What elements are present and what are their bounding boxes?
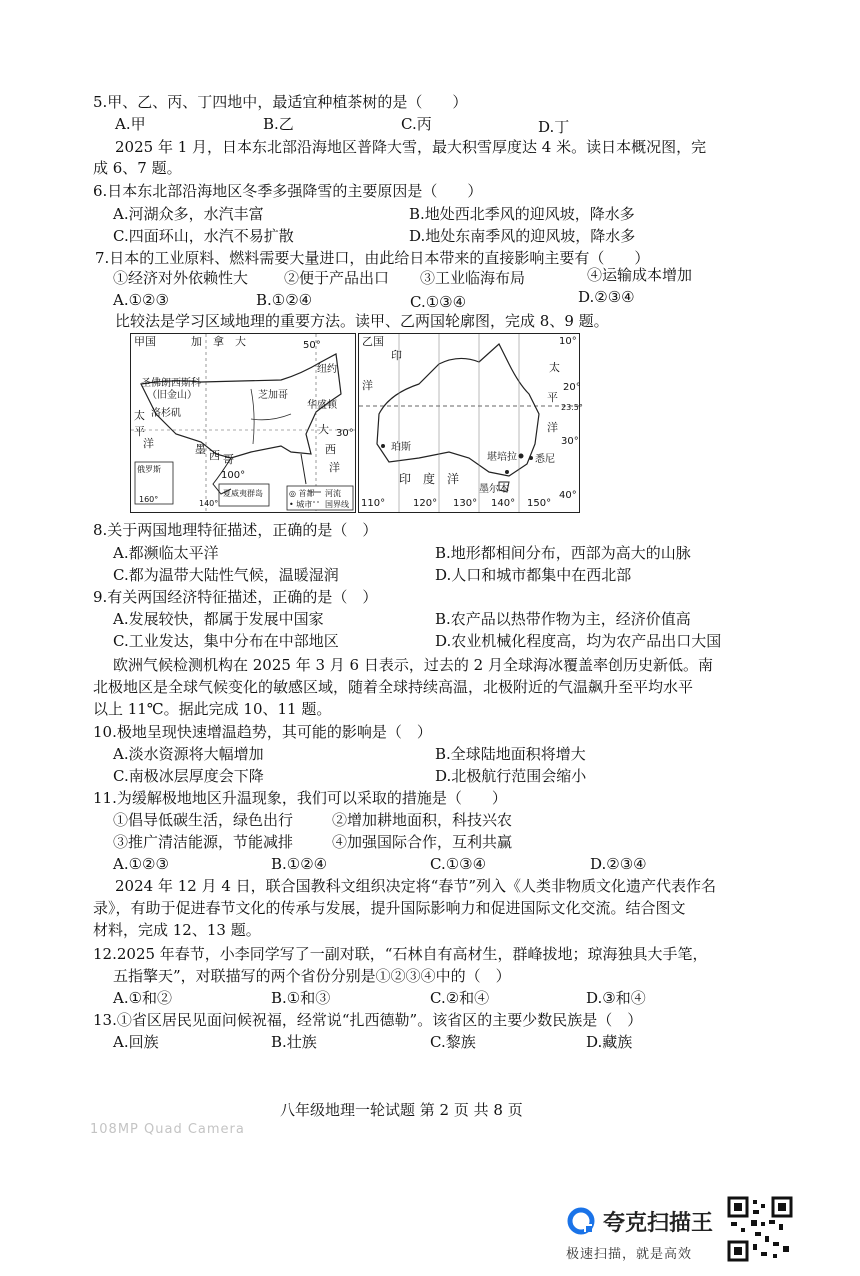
q11-option-c: C.①③④: [430, 855, 487, 873]
intro-12-13-line3: 材料，完成 12、13 题。: [93, 921, 261, 939]
intro-6-7-line1: 2025 年 1 月，日本东北部沿海地区普降大雪，最大积雪厚度达 4 米。读日本概况图，完: [115, 138, 707, 156]
map-left-ping: 平: [134, 425, 145, 438]
q9-option-d: D.农业机械化程度高，均为农产品出口大国: [435, 632, 722, 650]
map-right-yin: 印: [391, 349, 402, 362]
q6-option-a: A.河湖众多，水汽丰富: [113, 205, 264, 223]
map-right-perth: 珀斯: [391, 442, 411, 453]
q8-option-c: C.都为温带大陆性气候，温暖湿润: [113, 566, 339, 584]
map-left-jinshan: （旧金山）: [147, 390, 197, 401]
map-left-lat50: 50°: [303, 340, 321, 351]
q6-option-c: C.四面环山，水汽不易扩散: [113, 227, 294, 245]
map-left-lat30: 30°: [336, 428, 354, 439]
map-left-tai: 太: [134, 409, 145, 422]
q7-option-a: A.①②③: [113, 291, 169, 309]
q11-item-2: ②增加耕地面积，科技兴农: [332, 811, 513, 829]
q5-option-c: C.丙: [401, 115, 432, 133]
q8-option-b: B.地形都相间分布，西部为高大的山脉: [435, 544, 691, 562]
map-right-lon130: 130°: [453, 498, 478, 509]
map-left-ge: 哥: [223, 453, 234, 466]
map-left-la: 洛杉矶: [151, 408, 181, 419]
q6-option-b: B.地处西北季风的迎风坡，降水多: [409, 205, 635, 223]
q13-option-c: C.黎族: [430, 1033, 476, 1051]
q12-option-b: B.①和③: [271, 989, 331, 1007]
map-left-sf: 圣佛朗西斯科: [141, 378, 201, 389]
intro-6-7-line2: 成 6、7 题。: [93, 159, 182, 177]
map-right-lat10: 10°: [559, 336, 577, 347]
brand-name: 夸克扫描王: [603, 1211, 714, 1236]
q10-stem: 10.极地呈现快速增温趋势，其可能的影响是（ ）: [93, 723, 432, 741]
map-right-lat2326: 23.5°: [561, 403, 583, 412]
q13-option-b: B.壮族: [271, 1033, 317, 1051]
q7-item-1: ①经济对外依赖性大: [113, 269, 249, 287]
map-left-xi2: 西: [209, 449, 220, 462]
q13-option-d: D.藏族: [586, 1033, 633, 1051]
q7-item-2: ②便于产品出口: [284, 269, 390, 287]
q7-option-b: B.①②④: [256, 291, 313, 309]
q12-option-d: D.③和④: [586, 989, 646, 1007]
q8-stem: 8.关于两国地理特征描述，正确的是（ ）: [93, 521, 378, 539]
q5-option-b: B.乙: [263, 115, 294, 133]
map-right-canberra: 堪培拉: [487, 452, 517, 463]
map-left-newyork: 纽约: [317, 364, 337, 375]
map-right-lon150: 150°: [527, 498, 552, 509]
map-right-lon120: 120°: [413, 498, 438, 509]
q5-stem: 5.甲、乙、丙、丁四地中，最适宜种植茶树的是（ ）: [93, 93, 468, 111]
q7-item-3: ③工业临海布局: [420, 269, 526, 287]
map-right-lon110: 110°: [361, 498, 386, 509]
map-left-lon160: 160°: [139, 495, 159, 504]
map-left-yang: 洋: [329, 461, 340, 474]
map-left-xi: 西: [325, 443, 336, 456]
map-left-washington: 华盛顿: [307, 400, 337, 411]
map-right-lat40: 40°: [559, 490, 577, 501]
map-left-mo: 墨: [195, 443, 206, 456]
q11-item-3: ③推广清洁能源，节能减排: [113, 833, 294, 851]
q11-stem: 11.为缓解极地地区升温现象，我们可以采取的措施是（ ）: [93, 789, 507, 807]
brand-slogan: 极速扫描，就是高效: [566, 1247, 693, 1262]
intro-10-11-line1: 欧洲气候检测机构在 2025 年 3 月 6 日表示，过去的 2 月全球海冰覆盖率创历史新低。南: [113, 656, 713, 674]
intro-12-13-line2: 录》，有助于促进春节文化的传承与发展，提升国际影响力和促进国际文化交流。结合图文: [93, 899, 686, 917]
map-left-da: 大: [318, 423, 329, 436]
brand-logo-icon: [566, 1206, 596, 1236]
map-left-chicago: 芝加哥: [258, 390, 288, 401]
map-right-melbourne: 墨尔本: [479, 484, 509, 495]
q11-option-b: B.①②④: [271, 855, 328, 873]
map-left-legend-capital: ◎ 首都: [289, 489, 315, 498]
map-right-ping: 平: [547, 391, 558, 404]
q13-stem: 13.①省区居民见面问候祝福，经常说“扎西德勒”。该省区的主要少数民族是（ ）: [93, 1011, 643, 1029]
map-left-lon100: 100°: [221, 470, 246, 481]
q12-option-c: C.②和④: [430, 989, 490, 1007]
q9-option-b: B.农产品以热带作物为主，经济价值高: [435, 610, 691, 628]
map-right-tai: 太: [549, 361, 560, 374]
map-left-legend-border: 国界线: [325, 500, 349, 509]
q11-option-a: A.①②③: [113, 855, 169, 873]
map-left-legend-city: • 城市: [289, 500, 313, 509]
intro-12-13-line1: 2024 年 12 月 4 日，联合国教科文组织决定将“春节”列入《人类非物质文化遗产代表作名: [115, 877, 716, 895]
intro-10-11-line3: 以上 11℃。据此完成 10、11 题。: [93, 700, 332, 718]
qr-code-icon[interactable]: [727, 1196, 793, 1262]
intro-10-11-line2: 北极地区是全球气候变化的敏感区域，随着全球持续高温，北极附近的气温飙升至平均水平: [93, 678, 694, 696]
q5-option-d: D.丁: [538, 118, 570, 136]
map-right-yang-left: 洋: [362, 379, 373, 392]
q8-option-d: D.人口和城市都集中在西北部: [435, 566, 632, 584]
map-left-country-label: 甲国: [134, 335, 156, 348]
map-left-legend-river: 河流: [325, 489, 341, 498]
q7-option-d: D.②③④: [578, 288, 635, 306]
q10-option-c: C.南极冰层厚度会下降: [113, 767, 264, 785]
q11-item-1: ①倡导低碳生活，绿色出行: [113, 811, 294, 829]
q10-option-a: A.淡水资源将大幅增加: [113, 745, 264, 763]
q7-option-c: C.①③④: [410, 293, 467, 311]
camera-watermark: 108MP Quad Camera: [90, 1122, 245, 1137]
q12-option-a: A.①和②: [113, 989, 173, 1007]
intro-8-9: 比较法是学习区域地理的重要方法。读甲、乙两国轮廓图，完成 8、9 题。: [115, 312, 609, 330]
map-right-sydney: 悉尼: [535, 454, 555, 465]
q10-option-d: D.北极航行范围会缩小: [435, 767, 587, 785]
map-right-country-label: 乙国: [362, 335, 384, 348]
map-left-russia: 俄罗斯: [137, 465, 161, 474]
map-right-yang-right: 洋: [547, 421, 558, 434]
map-left-usa: [130, 333, 356, 513]
q8-option-a: A.都濒临太平洋: [113, 544, 219, 562]
q7-item-4: ④运输成本增加: [587, 266, 693, 284]
map-left-yang2: 洋: [143, 437, 154, 450]
q12-stem-line1: 12.2025 年春节，小李同学写了一副对联，“石林自有高材生，群峰拔地；琼海独具大手笔，: [93, 945, 708, 963]
map-right-lat20: 20°: [563, 382, 581, 393]
map-right-australia: [358, 333, 583, 513]
q13-option-a: A.回族: [113, 1033, 159, 1051]
q12-stem-line2: 五指擎天”，对联描写的两个省份分别是①②③④中的（ ）: [113, 967, 511, 985]
q7-stem: 7.日本的工业原料、燃料需要大量进口，由此给日本带来的直接影响主要有（ ）: [95, 249, 650, 267]
map-right-lon140: 140°: [491, 498, 516, 509]
map-left-canada: 加 拿 大: [191, 335, 246, 348]
map-left-hawaii: 夏威夷群岛: [223, 489, 263, 498]
q9-stem: 9.有关两国经济特征描述，正确的是（ ）: [93, 588, 378, 606]
q6-stem: 6.日本东北部沿海地区冬季多强降雪的主要原因是（ ）: [93, 182, 483, 200]
page-footer: 八年级地理一轮试题 第 2 页 共 8 页: [280, 1101, 523, 1119]
map-right-indian-ocean: 印 度 洋: [399, 472, 460, 486]
q5-option-a: A.甲: [115, 115, 146, 133]
q9-option-c: C.工业发达，集中分布在中部地区: [113, 632, 339, 650]
q11-option-d: D.②③④: [590, 855, 647, 873]
q10-option-b: B.全球陆地面积将增大: [435, 745, 586, 763]
q9-option-a: A.发展较快，都属于发展中国家: [113, 610, 324, 628]
q11-item-4: ④加强国际合作，互利共赢: [332, 833, 513, 851]
q6-option-d: D.地处东南季风的迎风坡，降水多: [409, 227, 636, 245]
map-left-lon140: 140°: [199, 499, 219, 508]
map-right-lat30: 30°: [561, 436, 579, 447]
